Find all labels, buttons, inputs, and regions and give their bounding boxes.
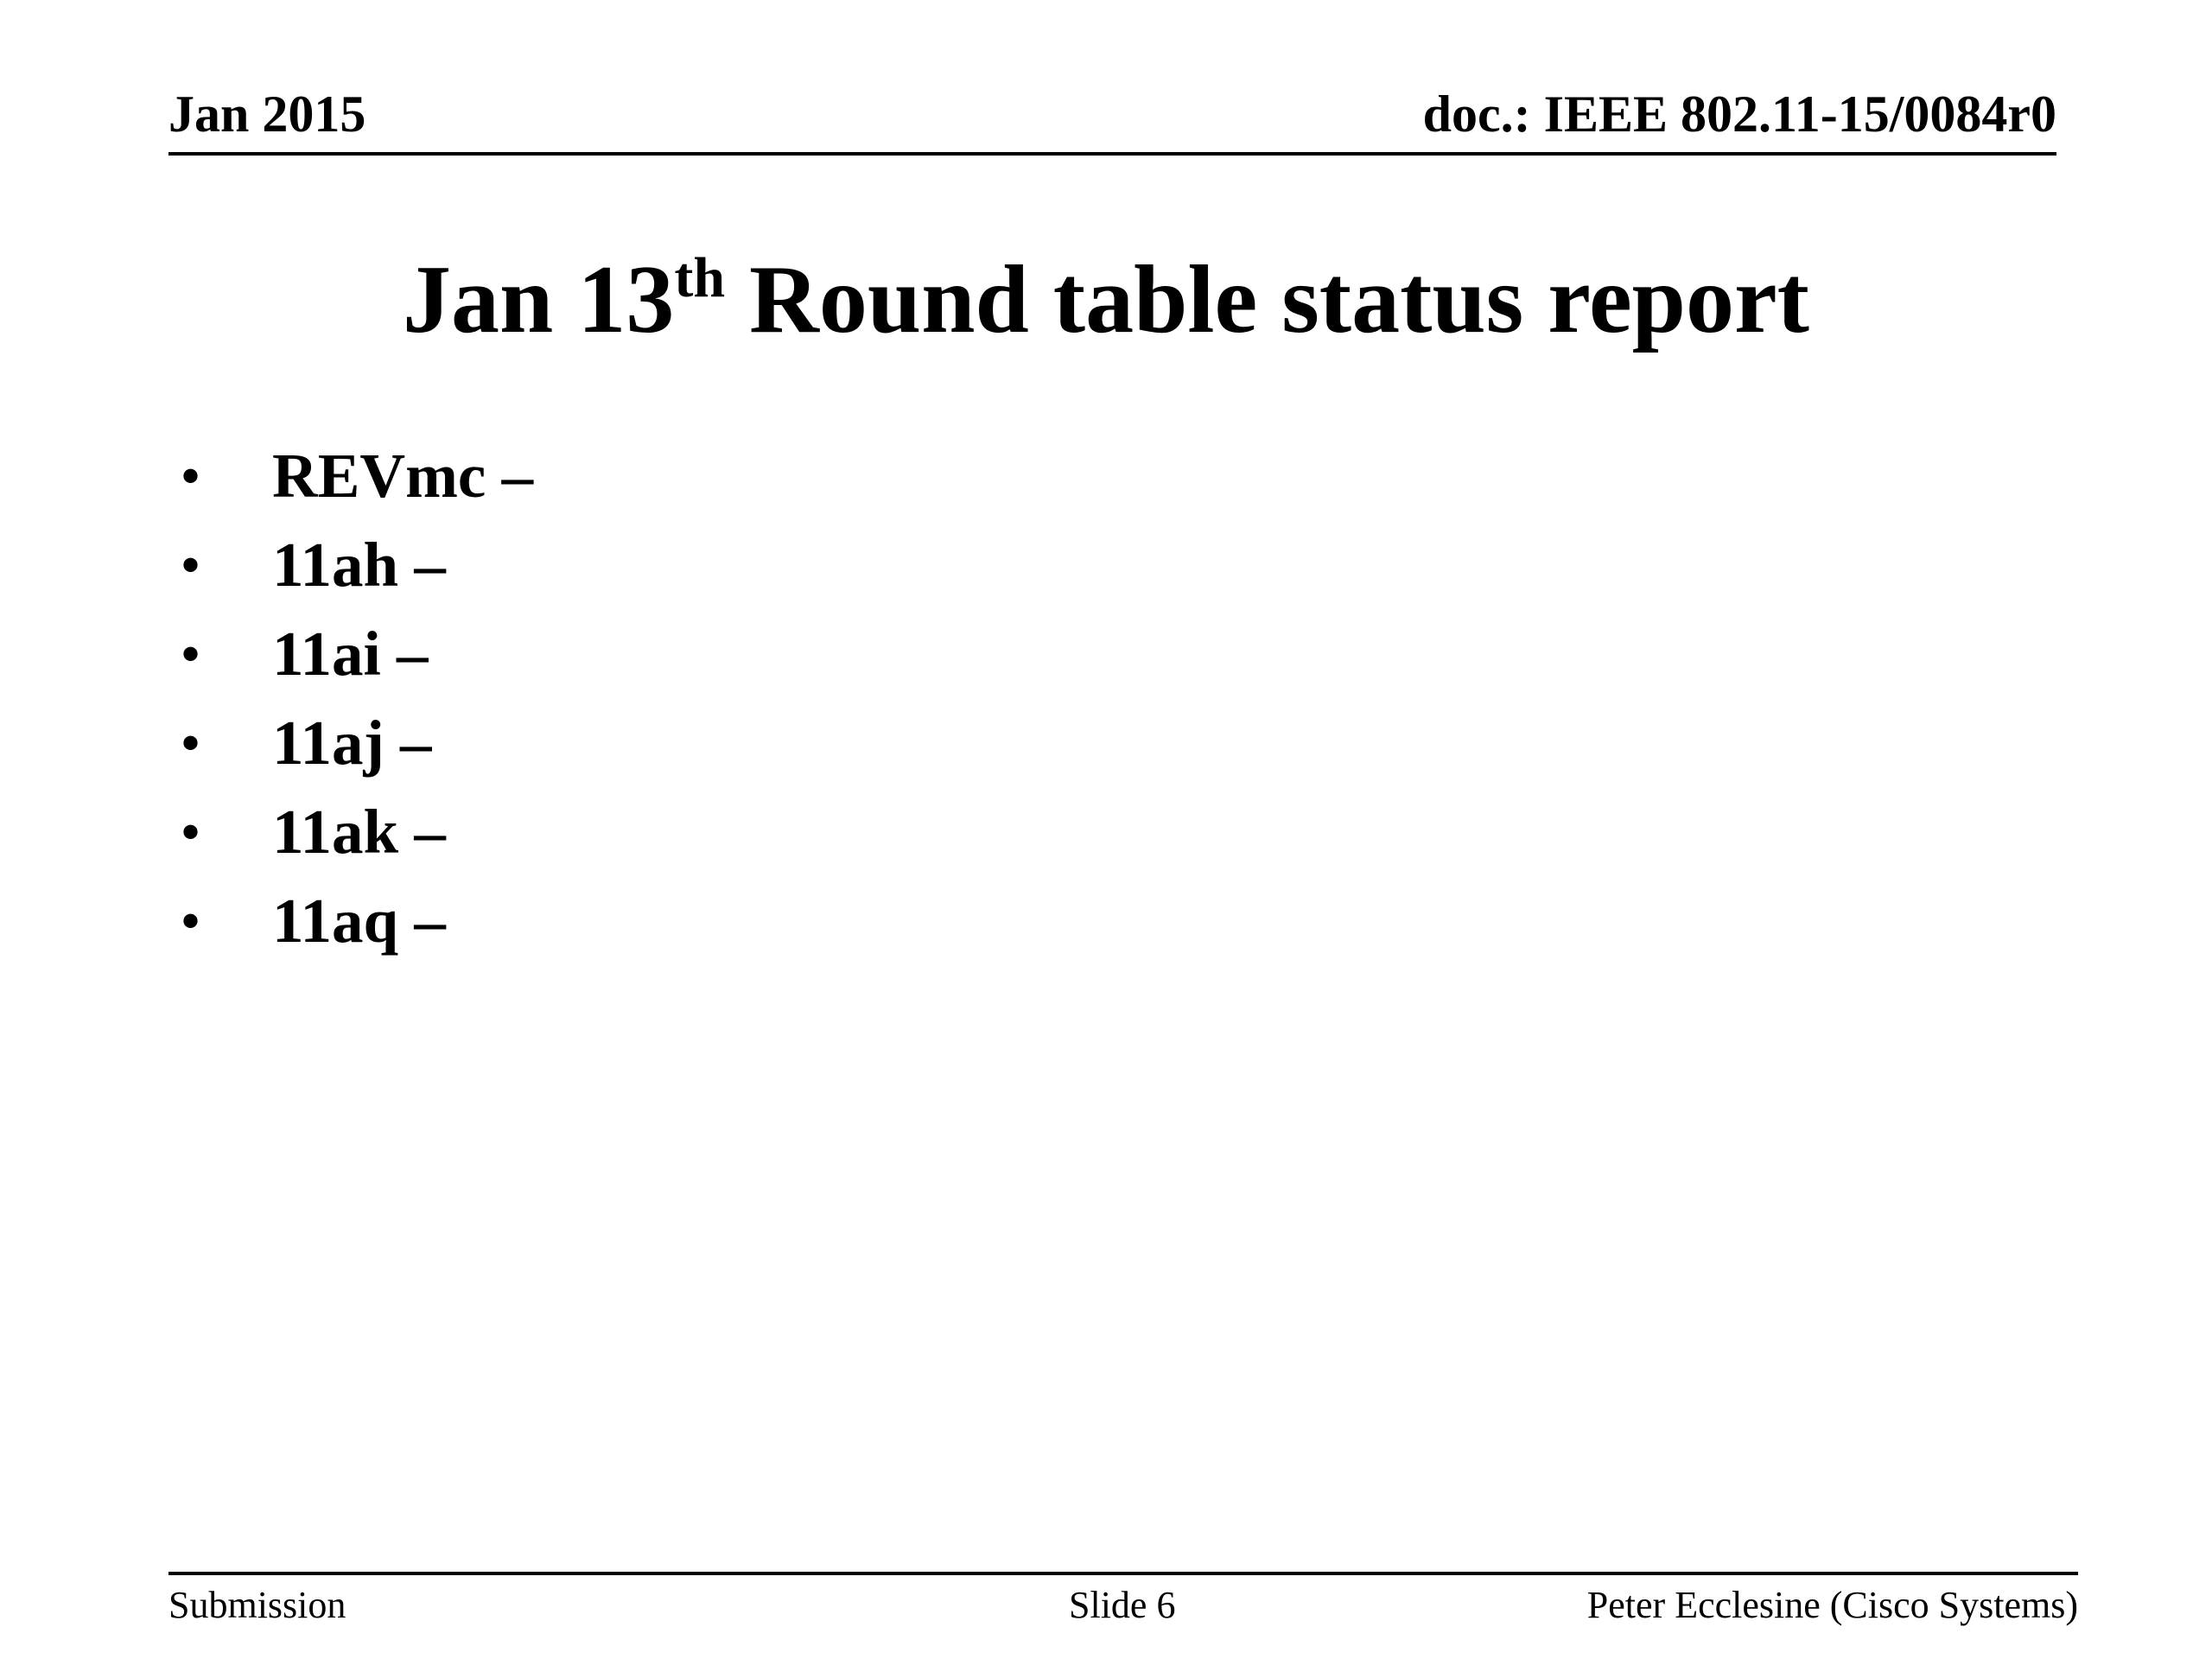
title-superscript: th [674, 246, 726, 310]
footer-submission: Submission [168, 1584, 346, 1626]
slide-title [0, 244, 2212, 356]
footer-author: Peter Ecclesine (Cisco Systems) [1586, 1584, 2078, 1626]
footer-slide-number: Slide 6 [1069, 1584, 1176, 1626]
bullet-marker: • [181, 626, 200, 683]
bullet-text: REVmc – [272, 441, 534, 511]
bullet-marker: • [181, 804, 200, 861]
bullet-text: 11aq – [272, 886, 446, 956]
title-prefix: Jan 13 [403, 246, 675, 353]
bullet-marker: • [181, 893, 200, 950]
slide-header [168, 83, 2056, 156]
bullet-marker: • [181, 448, 200, 505]
bullet-marker: • [181, 715, 200, 772]
title-suffix: Round table status report [725, 246, 1809, 353]
header-date: Jan 2015 [168, 86, 366, 143]
bullet-marker: • [181, 537, 200, 594]
header-document-id: doc.: IEEE 802.11-15/0084r0 [1422, 86, 2056, 143]
slide-footer [168, 1572, 2078, 1644]
bullet-text: 11ak – [272, 797, 446, 867]
bullet-text: 11ah – [272, 530, 446, 600]
bullet-text: 11ai – [272, 619, 429, 689]
bullet-text: 11aj – [272, 708, 432, 778]
